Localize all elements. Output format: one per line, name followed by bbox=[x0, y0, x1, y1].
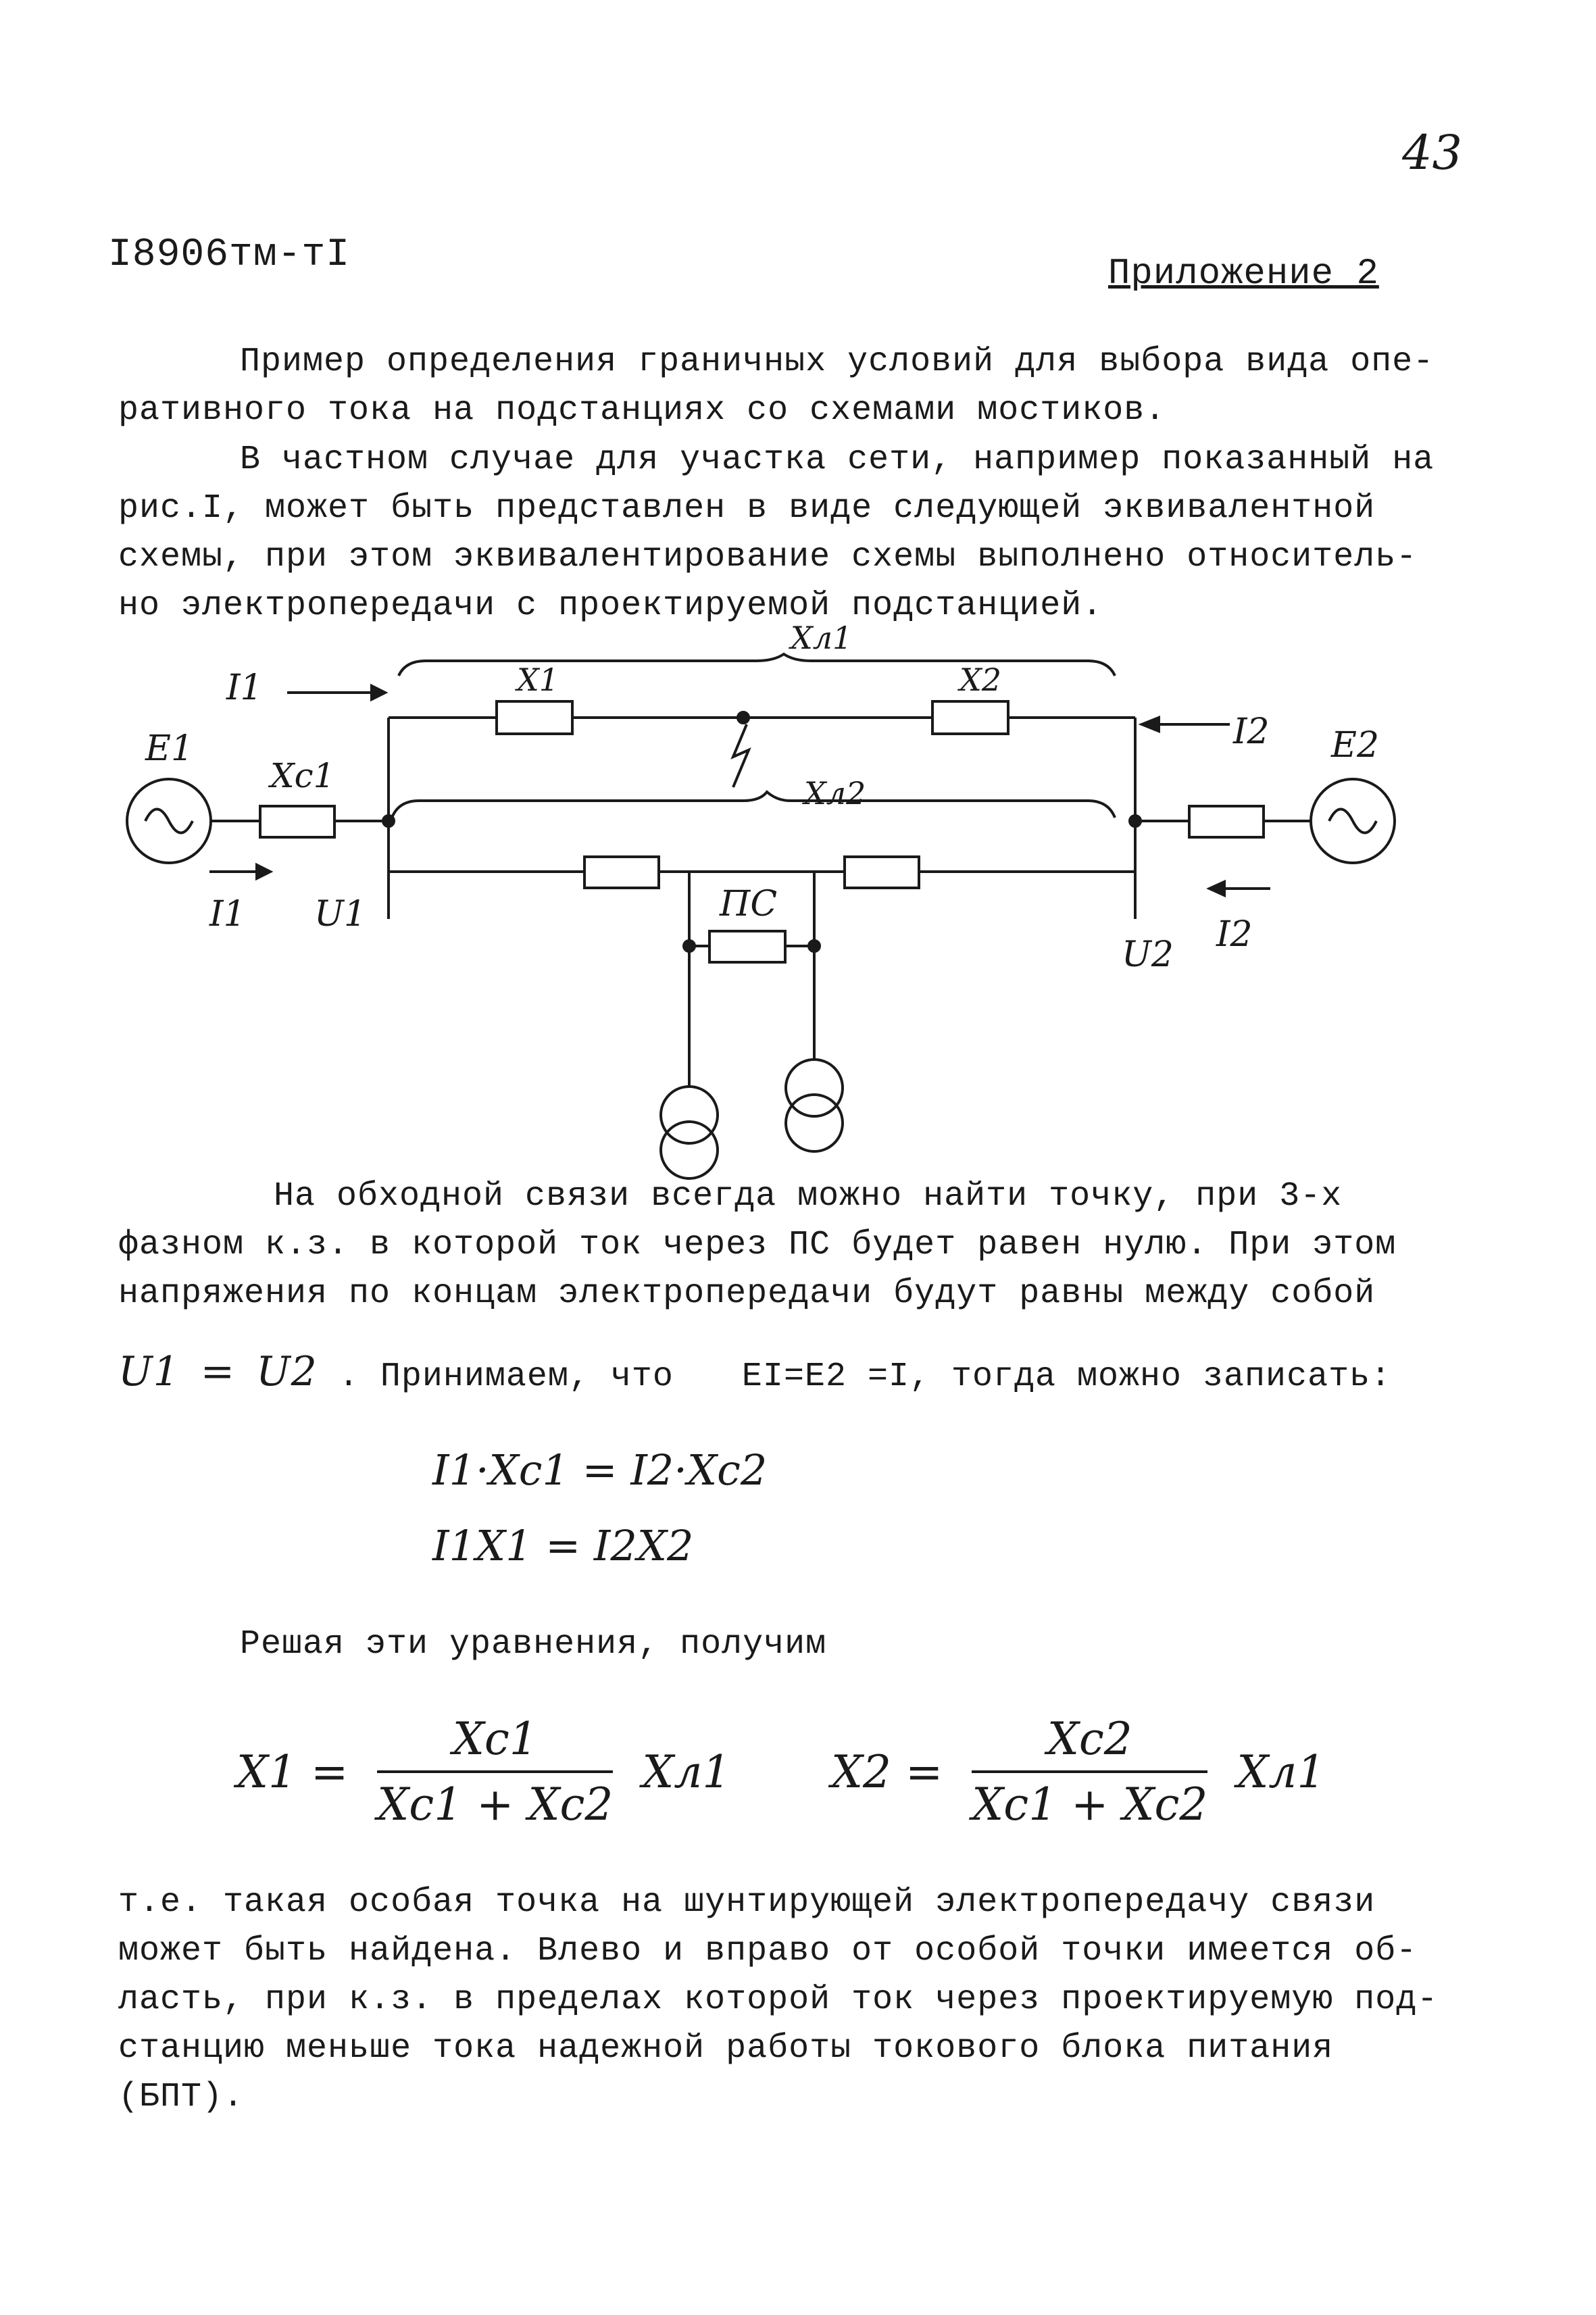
label-u1: U1 bbox=[314, 894, 366, 935]
appendix-heading: Приложение 2 bbox=[1108, 253, 1379, 295]
fault-point bbox=[738, 712, 749, 723]
text-line: схемы, при этом эквивалентирование схемы выполнено относитель- bbox=[118, 538, 1418, 576]
formula-x2-denominator: Xc1 + Xc2 bbox=[972, 1778, 1208, 1831]
transformer-right-lower bbox=[786, 1095, 843, 1151]
conclusion-paragraph bbox=[118, 1878, 1470, 2122]
resistor-ps bbox=[709, 931, 785, 962]
label-i1-top: I1 bbox=[226, 668, 263, 708]
equality-sign: = bbox=[200, 1348, 236, 1395]
label-xl2: Xл2 bbox=[804, 775, 866, 812]
brace-xl1 bbox=[399, 654, 1115, 676]
transformer-left-lower bbox=[661, 1122, 718, 1178]
text-line: рис.I, может быть представлен в виде следующей эквивалентной bbox=[118, 489, 1376, 528]
equation-1: I1·Xc1 = I2·Xc2 bbox=[432, 1445, 768, 1495]
sine-e2 bbox=[1329, 810, 1376, 833]
label-i1-bottom: I1 bbox=[209, 894, 246, 935]
text-line: т.е. такая особая точка на шунтирующей электропередачу связи bbox=[118, 1883, 1376, 1922]
text-line: но электропередачи с проектируемой подстанцией. bbox=[118, 587, 1103, 625]
equations-block bbox=[432, 1433, 905, 1584]
equality-tail: =I, тогда можно записать: bbox=[867, 1358, 1392, 1396]
fault-lightning-icon bbox=[733, 724, 749, 787]
equality-e2: =E2 bbox=[783, 1358, 847, 1396]
equivalent-circuit-diagram bbox=[108, 620, 1432, 1176]
text-line: напряжения по концам электропередачи будут равны между собой bbox=[118, 1274, 1376, 1313]
document-code: I8906тм-тI bbox=[108, 233, 351, 277]
equality-line bbox=[118, 1348, 1503, 1396]
intro-paragraph-1 bbox=[118, 338, 1470, 435]
text-line: может быть найдена. Влево и вправо от особой точки имеется об- bbox=[118, 1932, 1418, 1970]
label-xc1: Xc1 bbox=[270, 756, 335, 795]
label-e2: E2 bbox=[1331, 725, 1380, 766]
label-i2-bottom: I2 bbox=[1216, 914, 1253, 955]
label-x1: X1 bbox=[517, 662, 559, 698]
label-ps: ПС bbox=[720, 884, 778, 924]
formula-x2-numerator: Xc2 bbox=[972, 1713, 1207, 1773]
label-x2: X2 bbox=[959, 662, 1002, 698]
equality-e1: EI bbox=[741, 1358, 784, 1396]
resistor-xc1 bbox=[260, 806, 334, 837]
text-line: станцию меньше тока надежной работы токового блока питания (БПТ). bbox=[118, 2029, 1334, 2116]
formula-x1-multiplier: Xл1 bbox=[642, 1745, 731, 1798]
equality-text: . Принимаем, что bbox=[338, 1358, 674, 1396]
resistor-xc2 bbox=[1189, 806, 1264, 837]
solve-text: Решая эти уравнения, получим bbox=[240, 1625, 827, 1664]
intro-paragraph-2 bbox=[118, 436, 1470, 630]
resistor-bridge-right bbox=[845, 857, 919, 888]
label-i2-top: I2 bbox=[1233, 712, 1270, 752]
formula-x1-denominator: Xc1 + Xc2 bbox=[377, 1778, 614, 1831]
resistor-x1 bbox=[497, 701, 572, 734]
label-xl1: Xл1 bbox=[791, 620, 853, 656]
text-line: В частном случае для участка сети, например показанный на bbox=[240, 441, 1435, 479]
formula-x1-numerator: Xc1 bbox=[377, 1713, 613, 1773]
formula-x2-lhs: X2 = bbox=[831, 1745, 943, 1798]
formula-x2-multiplier: Xл1 bbox=[1237, 1745, 1326, 1798]
formula-x1 bbox=[236, 1713, 730, 1831]
body-paragraph bbox=[118, 1172, 1470, 1318]
label-u2: U2 bbox=[1122, 935, 1174, 975]
text-line: ративного тока на подстанциях со схемами мостиков. bbox=[118, 391, 1166, 430]
brace-xl2 bbox=[392, 792, 1115, 818]
text-line: На обходной связи всегда можно найти точку, при 3-х bbox=[274, 1177, 1343, 1216]
resistor-bridge-left bbox=[584, 857, 659, 888]
equality-u2: U2 bbox=[256, 1348, 318, 1395]
equality-u1: U1 bbox=[118, 1348, 180, 1395]
page-number: 43 bbox=[1402, 125, 1463, 180]
text-line: ласть, при к.з. в пределах которой ток через проектируемую под- bbox=[118, 1981, 1439, 2019]
resistor-x2 bbox=[932, 701, 1008, 734]
transformer-right-upper bbox=[786, 1060, 843, 1116]
transformer-left-upper bbox=[661, 1087, 718, 1143]
label-e1: E1 bbox=[145, 728, 194, 769]
sine-e1 bbox=[145, 810, 193, 833]
text-line: фазном к.з. в которой ток через ПС будет равен нулю. При этом bbox=[118, 1226, 1397, 1264]
formula-x1-lhs: X1 = bbox=[236, 1745, 349, 1798]
formula-x2 bbox=[831, 1713, 1325, 1831]
text-line: Пример определения граничных условий для выбора вида опе- bbox=[240, 343, 1435, 381]
equation-2: I1X1 = I2X2 bbox=[432, 1521, 694, 1570]
